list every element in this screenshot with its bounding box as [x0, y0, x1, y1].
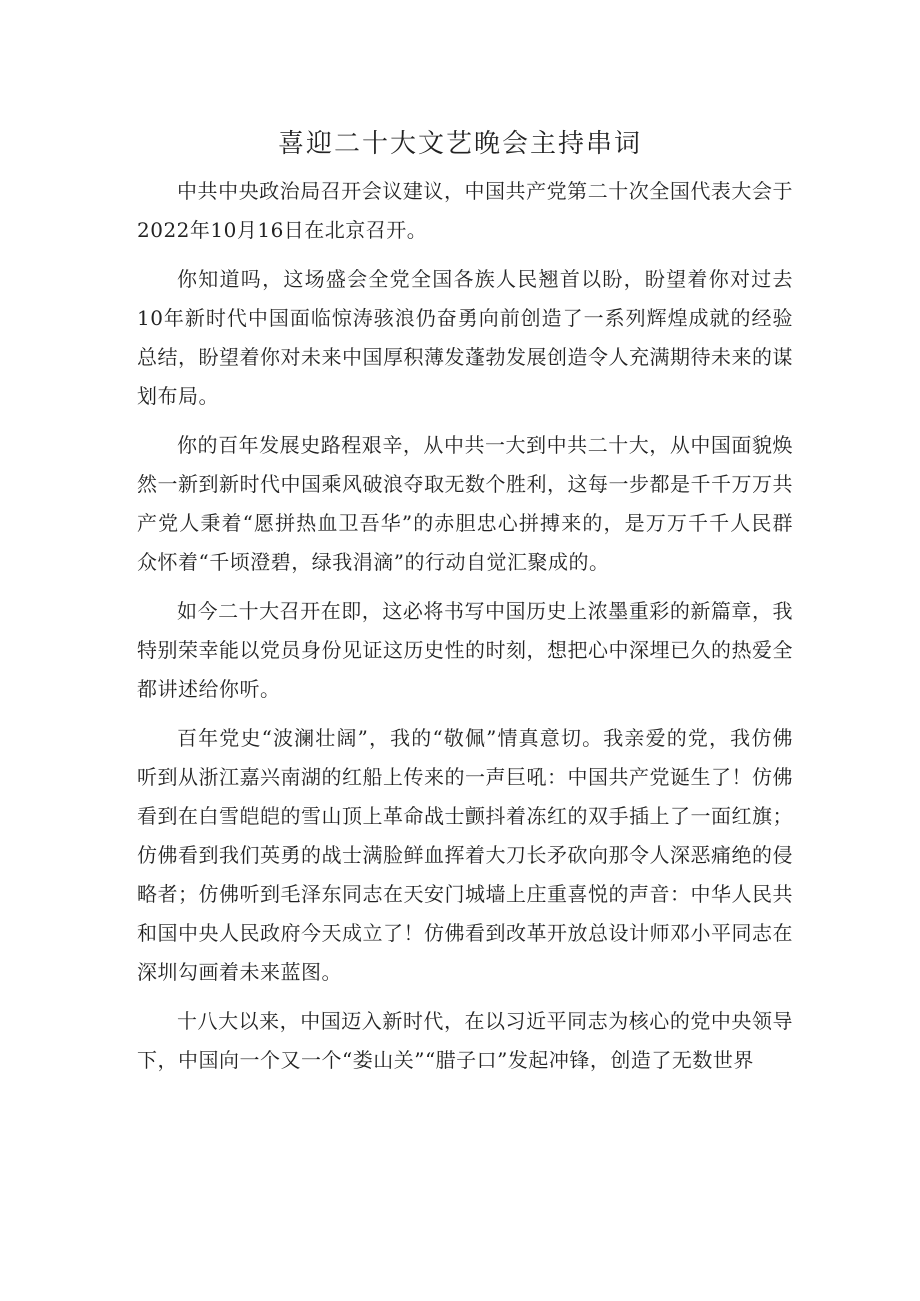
- paragraph: 十八大以来，中国迈入新时代，在以习近平同志为核心的党中央领导下，中国向一个又一个“娄山关”“腊子口”发起冲锋，创造了无数世界: [137, 1009, 793, 1072]
- paragraph: 你的百年发展史路程艰辛，从中共一大到中共二十大，从中国面貌焕然一新到新时代中国乘风破浪夺取无数个胜利，这每一步都是千千万万共产党人秉着“愿拼热血卫吾华”的赤胆忠心拼搏来的，是万万千千人民群众怀着“千顷澄碧，绿我涓滴”的行动自觉汇聚成的。: [137, 433, 793, 574]
- document-title: 喜迎二十大文艺晚会主持串词: [277, 129, 642, 159]
- document-body: [137, 172, 793, 1090]
- paragraph: 你知道吗，这场盛会全党全国各族人民翘首以盼，盼望着你对过去10年新时代中国面临惊涛骇浪仍奋勇向前创造了一系列辉煌成就的经验总结，盼望着你对未来中国厚积薄发蓬勃发展创造令人充满期待未来的谋划布局。: [137, 267, 793, 408]
- paragraph: 如今二十大召开在即，这必将书写中国历史上浓墨重彩的新篇章，我特别荣幸能以党员身份见证这历史性的时刻，想把心中深埋已久的热爱全都讲述给你听。: [137, 599, 793, 701]
- paragraph: 百年党史“波澜壮阔”，我的“敬佩”情真意切。我亲爱的党，我仿佛听到从浙江嘉兴南湖的红船上传来的一声巨吼：中国共产党诞生了！仿佛看到在白雪皑皑的雪山顶上革命战士颤抖着冻红的双手插上了一面红旗；仿佛看到我们英勇的战士满脸鲜血挥着大刀长矛砍向那令人深恶痛绝的侵略者；仿佛听到毛泽东同志在天安门城墙上庄重喜悦的声音：中华人民共和国中央人民政府今天成立了！仿佛看到改革开放总设计师邓小平同志在深圳勾画着未来蓝图。: [137, 726, 793, 984]
- paragraph: 中共中央政治局召开会议建议，中国共产党第二十次全国代表大会于2022年10月16日在北京召开。: [137, 179, 793, 242]
